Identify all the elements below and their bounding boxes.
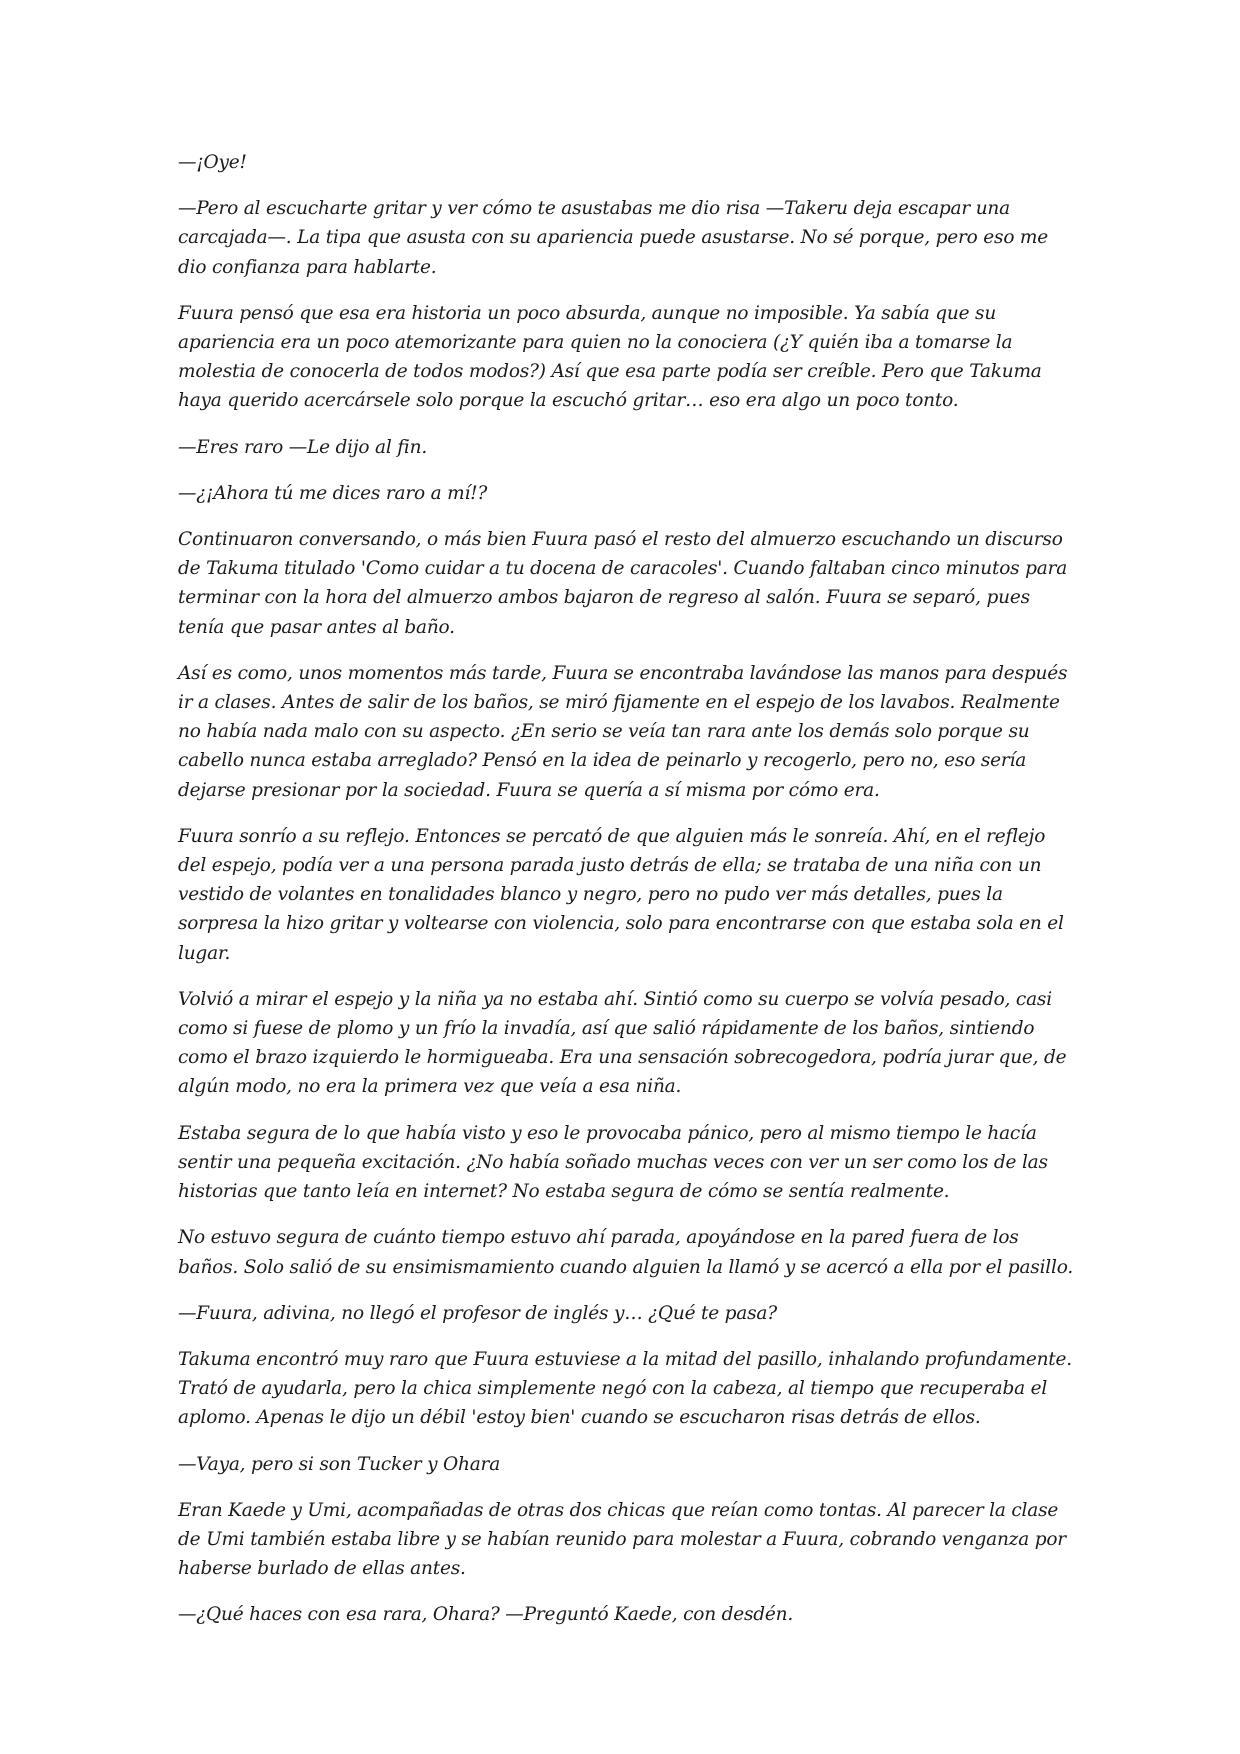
paragraph-7: Así es como, unos momentos más tarde, Fuura se encontraba lavándose las manos para después ir a clases. Antes de salir de los baños, se miró fijamente en el espejo de los lavabos. Realmente no había nada malo con su aspecto. ¿En serio se veía tan rara ante los demás solo porque su cabello nunca estaba arreglado? Pensó en la idea de peinarlo y recogerlo, pero no, eso sería dejarse presionar por la sociedad. Fuura se quería a sí misma por cómo era. — [178, 662, 1068, 801]
paragraph-2: —Pero al escucharte gritar y ver cómo te asustabas me dio risa —Takeru deja escapar una carcajada—. La tipa que asusta con su apariencia puede asustarse. No sé porque, pero eso me dio confianza para hablarte. — [178, 198, 1049, 278]
paragraph-1: —¡Oye! — [178, 152, 247, 173]
paragraph-3: Fuura pensó que esa era historia un poco absurda, aunque no imposible. Ya sabía que su apariencia era un poco atemorizante para quien no la conociera (¿Y quién iba a tomarse la molestia de conocerla de todos modos?) Así que esa parte podía ser creíble. Pero que Takuma haya querido acercársele solo porque la escuchó gritar… eso era algo un poco tonto. — [178, 302, 1042, 412]
document-page — [178, 148, 1078, 1647]
paragraph-5: —¿¡Ahora tú me dices raro a mí!? — [178, 482, 488, 504]
paragraph-11: No estuvo segura de cuánto tiempo estuvo ahí parada, apoyándose en la pared fuera de los baños. Solo salió de su ensimismamiento cuando alguien la llamó y se acercó a ella por el pasillo. — [178, 1227, 1074, 1278]
paragraph-14: —Vaya, pero si son Tucker y Ohara — [178, 1453, 501, 1475]
paragraph-4: —Eres raro —Le dijo al fin. — [178, 436, 428, 458]
paragraph-8: Fuura sonrío a su reflejo. Entonces se percató de que alguien más le sonreía. Ahí, en el reflejo del espejo, podía ver a una persona parada justo detrás de ella; se trataba de una niña con un vestido de volantes en tonalidades blanco y negro, pero no pudo ver más detalles, pues la sorpresa la hizo gritar y voltearse con violencia, solo para encontrarse con que estaba sola en el lugar. — [178, 825, 1064, 964]
paragraph-12: —Fuura, adivina, no llegó el profesor de inglés y… ¿Qué te pasa? — [178, 1302, 777, 1324]
paragraph-13: Takuma encontró muy raro que Fuura estuviese a la mitad del pasillo, inhalando profundamente. Trató de ayudarla, pero la chica simplemente negó con la cabeza, al tiempo que recuperaba el aplomo. Apenas le dijo un débil 'estoy bien' cuando se escucharon risas detrás de ellos. — [178, 1348, 1072, 1429]
paragraph-9: Volvió a mirar el espejo y la niña ya no estaba ahí. Sintió como su cuerpo se volvía pesado, casi como si fuese de plomo y un frío la invadía, así que salió rápidamente de los baños, sintiendo como el brazo izquierdo le hormigueaba. Era una sensación sobrecogedora, podría jurar que, de algún modo, no era la primera vez que veía a esa niña. — [178, 988, 1067, 1098]
paragraph-10: Estaba segura de lo que había visto y eso le provocaba pánico, pero al mismo tiempo le hacía sentir una pequeña excitación. ¿No había soñado muchas veces con ver un ser como los de las historias que tanto leía en internet? No estaba segura de cómo se sentía realmente. — [178, 1122, 1048, 1203]
paragraph-16: —¿Qué haces con esa rara, Ohara? —Preguntó Kaede, con desdén. — [178, 1604, 794, 1626]
paragraph-15: Eran Kaede y Umi, acompañadas de otras dos chicas que reían como tontas. Al parecer la clase de Umi también estaba libre y se habían reunido para molestar a Fuura, cobrando venganza por haberse burlado de ellas antes. — [178, 1499, 1066, 1580]
paragraph-6: Continuaron conversando, o más bien Fuura pasó el resto del almuerzo escuchando un discurso de Takuma titulado 'Como cuidar a tu docena de caracoles'. Cuando faltaban cinco minutos para terminar con la hora del almuerzo ambos bajaron de regreso al salón. Fuura se separó, pues tenía que pasar antes al baño. — [178, 529, 1068, 638]
